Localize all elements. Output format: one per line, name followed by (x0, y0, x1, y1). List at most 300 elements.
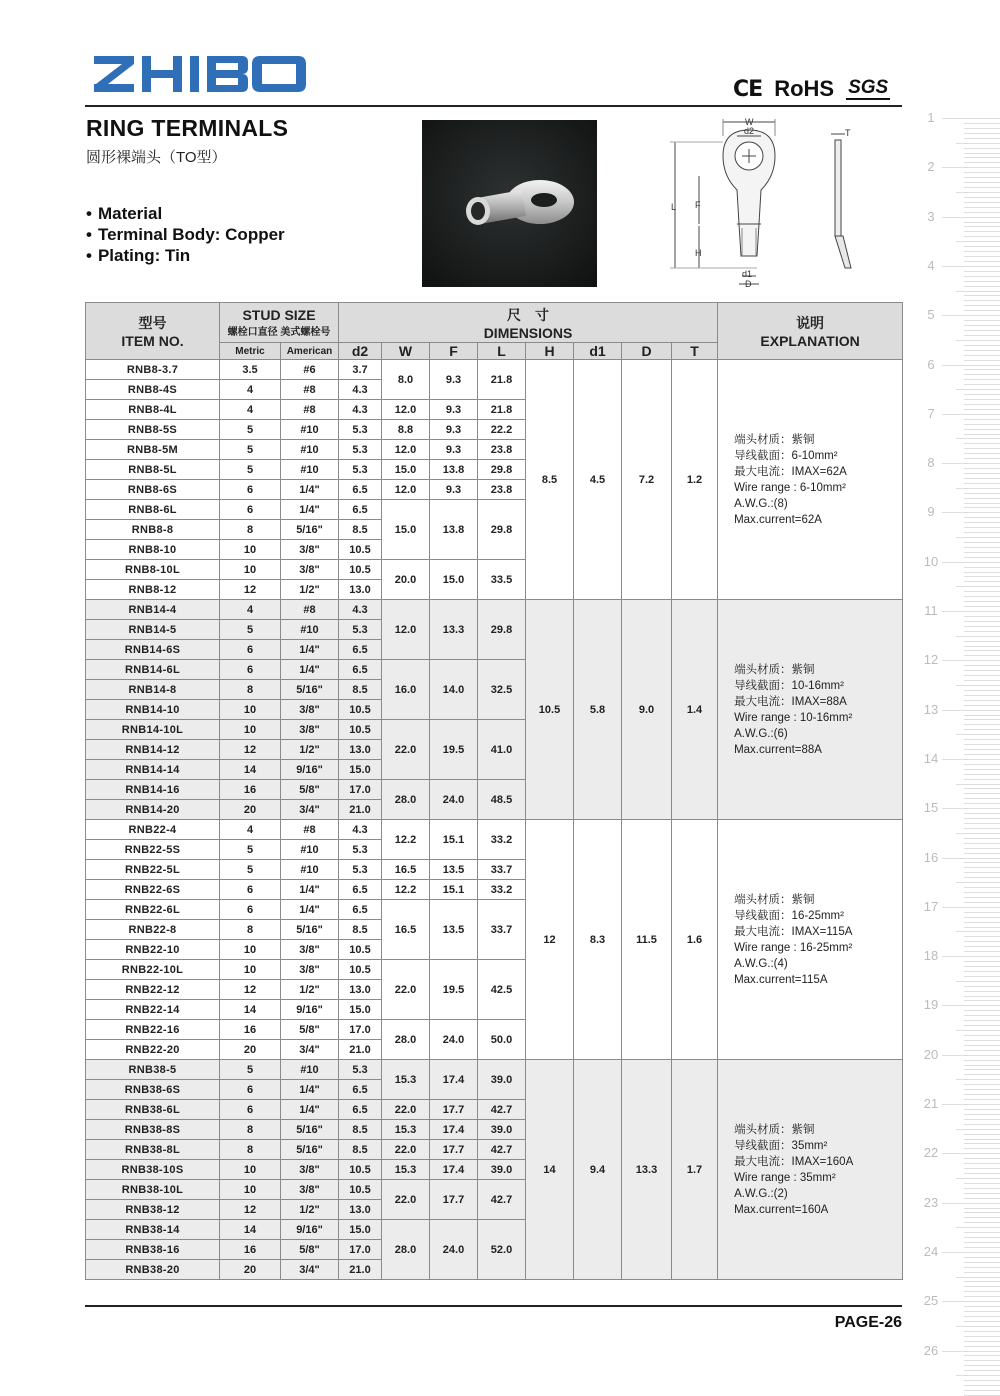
w-cell: 28.0 (382, 1020, 430, 1060)
ruler-tick (964, 567, 1000, 568)
ruler-tick (964, 473, 1000, 474)
ruler-tick (964, 295, 1000, 296)
ruler-tick (964, 754, 1000, 755)
item-no-header (86, 303, 220, 360)
w-cell: 15.3 (382, 1160, 430, 1180)
american-cell: #10 (281, 860, 339, 880)
explanation-line: 导线截面：10-16mm² (734, 679, 844, 692)
ruler-tick (964, 862, 1000, 863)
d-header: D (622, 343, 672, 360)
w-cell: 12.2 (382, 820, 430, 860)
table-header-row (86, 303, 903, 343)
item-no-cell: RNB14-8 (86, 680, 220, 700)
item-no-cell: RNB8-6L (86, 500, 220, 520)
ruler-tick (956, 882, 1000, 883)
stud-size-header-cn: 螺栓口直径 美式螺栓号 (227, 327, 331, 338)
american-cell: #8 (281, 600, 339, 620)
spec-item: • Material (86, 203, 285, 224)
explanation-cell (718, 600, 903, 820)
ruler-tick (964, 655, 1000, 656)
explanation-line: 端头材质：紫铜 (734, 893, 815, 906)
ruler-tick (956, 488, 1000, 489)
ruler-tick (964, 429, 1000, 430)
ruler-tick (964, 1286, 1000, 1287)
ruler-tick (964, 1000, 1000, 1001)
ruler-tick (964, 813, 1000, 814)
item-no-cell: RNB8-4S (86, 380, 220, 400)
w-cell: 15.3 (382, 1060, 430, 1100)
ruler-tick (964, 1139, 1000, 1140)
ruler-tick (964, 1296, 1000, 1297)
ruler-tick (964, 345, 1000, 346)
ruler-tick (964, 177, 1000, 178)
d-cell: 7.2 (622, 360, 672, 600)
ruler-tick (964, 675, 1000, 676)
f-cell: 9.3 (430, 480, 478, 500)
american-cell: #6 (281, 360, 339, 380)
dimensions-header-cn: 尺 寸 (507, 306, 550, 323)
dim-label-d2: d2 (744, 126, 755, 136)
item-no-cell: RNB8-12 (86, 580, 220, 600)
ruler-tick (956, 931, 1000, 932)
ruler-tick (964, 478, 1000, 479)
w-cell: 12.0 (382, 440, 430, 460)
dimensions-header (339, 303, 718, 343)
ruler-tick (964, 522, 1000, 523)
w-cell: 22.0 (382, 720, 430, 780)
ruler-tick (964, 532, 1000, 533)
ruler-tick (964, 434, 1000, 435)
ruler-tick (964, 1321, 1000, 1322)
ruler-number: 1 (927, 110, 935, 125)
ruler-tick (964, 552, 1000, 553)
explanation-cell (718, 820, 903, 1060)
ruler-tick (964, 1163, 1000, 1164)
ruler-tick (964, 902, 1000, 903)
item-no-cell: RNB8-5S (86, 420, 220, 440)
ruler-tick (964, 631, 1000, 632)
ruler-tick (964, 828, 1000, 829)
ruler-tick (942, 414, 1000, 415)
metric-cell: 10 (220, 700, 281, 720)
w-header: W (382, 343, 430, 360)
ruler-tick (964, 1124, 1000, 1125)
ruler-tick (964, 1114, 1000, 1115)
ruler-tick (964, 616, 1000, 617)
ruler-tick (964, 1040, 1000, 1041)
rohs-mark: RoHS (774, 76, 835, 101)
d2-cell: 21.0 (339, 1040, 382, 1060)
d2-cell: 4.3 (339, 820, 382, 840)
ruler-tick (956, 1326, 1000, 1327)
f-cell: 17.7 (430, 1100, 478, 1120)
ruler-tick (964, 1341, 1000, 1342)
metric-cell: 10 (220, 1160, 281, 1180)
ruler-tick (964, 1360, 1000, 1361)
ruler-number: 10 (923, 553, 939, 569)
american-cell: #8 (281, 820, 339, 840)
metric-cell: 6 (220, 660, 281, 680)
ruler-tick (956, 586, 1000, 587)
explanation-line: Wire range : 35mm² (734, 1171, 836, 1184)
ruler-tick (964, 941, 1000, 942)
ruler-tick (942, 512, 1000, 513)
w-cell: 28.0 (382, 780, 430, 820)
w-cell: 12.0 (382, 480, 430, 500)
d2-cell: 17.0 (339, 1240, 382, 1260)
f-cell: 15.1 (430, 820, 478, 860)
stud-size-header (220, 303, 339, 343)
ruler-tick (964, 404, 1000, 405)
ruler-tick (964, 843, 1000, 844)
metric-cell: 4 (220, 380, 281, 400)
ruler-tick (964, 749, 1000, 750)
ruler-tick (964, 922, 1000, 923)
american-cell: 3/8" (281, 960, 339, 980)
ruler-tick (964, 798, 1000, 799)
f-cell: 17.7 (430, 1180, 478, 1220)
l-cell: 23.8 (478, 480, 526, 500)
item-no-header-cn: 型号 (138, 315, 167, 331)
h-header: H (526, 343, 574, 360)
metric-cell: 6 (220, 880, 281, 900)
d2-cell: 3.7 (339, 360, 382, 380)
metric-cell: 10 (220, 1180, 281, 1200)
f-cell: 17.4 (430, 1060, 478, 1100)
item-no-cell: RNB8-3.7 (86, 360, 220, 380)
metric-cell: 20 (220, 1260, 281, 1280)
ruler-number: 17 (923, 898, 939, 914)
ruler-tick (956, 537, 1000, 538)
ruler-tick (964, 887, 1000, 888)
ruler-tick (964, 848, 1000, 849)
ruler-tick (964, 700, 1000, 701)
dim-label-h: H (695, 248, 702, 258)
l-cell: 42.7 (478, 1180, 526, 1220)
d2-cell: 21.0 (339, 800, 382, 820)
ruler-tick (964, 892, 1000, 893)
ruler-tick (964, 493, 1000, 494)
american-cell: 1/2" (281, 740, 339, 760)
ruler-tick (964, 1025, 1000, 1026)
ruler-tick (942, 562, 1000, 563)
d2-header: d2 (339, 343, 382, 360)
ruler-tick (964, 300, 1000, 301)
metric-cell: 8 (220, 680, 281, 700)
explanation-line: 最大电流：IMAX=88A (734, 695, 847, 708)
ruler-tick (964, 1257, 1000, 1258)
product-photo (422, 120, 597, 287)
h-cell: 14 (526, 1060, 574, 1280)
american-cell: 1/2" (281, 980, 339, 1000)
item-no-cell: RNB38-20 (86, 1260, 220, 1280)
d2-cell: 10.5 (339, 940, 382, 960)
d2-cell: 8.5 (339, 1120, 382, 1140)
d2-cell: 6.5 (339, 660, 382, 680)
l-header: L (478, 343, 526, 360)
ruler-tick (964, 1173, 1000, 1174)
ruler-tick (942, 660, 1000, 661)
ruler-tick (964, 157, 1000, 158)
ruler-tick (964, 1050, 1000, 1051)
ruler-tick (964, 670, 1000, 671)
ruler-tick (942, 1153, 1000, 1154)
l-cell: 42.5 (478, 960, 526, 1020)
d2-cell: 4.3 (339, 600, 382, 620)
l-cell: 29.8 (478, 500, 526, 560)
ruler-tick (964, 1084, 1000, 1085)
ruler-tick (964, 1306, 1000, 1307)
metric-cell: 20 (220, 1040, 281, 1060)
metric-cell: 5 (220, 860, 281, 880)
ruler-tick (964, 1094, 1000, 1095)
f-cell: 13.8 (430, 500, 478, 560)
l-cell: 52.0 (478, 1220, 526, 1280)
item-no-cell: RNB22-16 (86, 1020, 220, 1040)
ruler-number: 4 (927, 257, 935, 273)
american-cell: 3/8" (281, 540, 339, 560)
ruler-tick (964, 779, 1000, 780)
ruler-tick (964, 1346, 1000, 1347)
item-no-cell: RNB22-6S (86, 880, 220, 900)
ruler-tick (964, 803, 1000, 804)
l-cell: 33.2 (478, 880, 526, 900)
w-cell: 20.0 (382, 560, 430, 600)
ruler-number: 25 (923, 1293, 939, 1309)
l-cell: 21.8 (478, 360, 526, 400)
ruler-tick (964, 153, 1000, 154)
d2-cell: 5.3 (339, 620, 382, 640)
l-cell: 29.8 (478, 600, 526, 660)
metric-cell: 14 (220, 760, 281, 780)
d2-cell: 10.5 (339, 1180, 382, 1200)
ruler-number: 5 (927, 307, 935, 323)
d-cell: 11.5 (622, 820, 672, 1060)
ruler-tick (964, 646, 1000, 647)
ruler-tick (964, 621, 1000, 622)
ruler-number: 24 (923, 1243, 939, 1259)
d-cell: 9.0 (622, 600, 672, 820)
ruler-tick (964, 966, 1000, 967)
w-cell: 22.0 (382, 960, 430, 1020)
american-cell: #10 (281, 460, 339, 480)
ruler-tick (964, 335, 1000, 336)
ruler-tick (964, 838, 1000, 839)
ruler-tick (964, 207, 1000, 208)
d2-cell: 6.5 (339, 1080, 382, 1100)
american-cell: #10 (281, 440, 339, 460)
ruler-tick (964, 1331, 1000, 1332)
ruler-tick (964, 912, 1000, 913)
ruler-tick (964, 1232, 1000, 1233)
ruler-number: 13 (923, 701, 939, 717)
american-cell: 3/8" (281, 720, 339, 740)
f-cell: 14.0 (430, 660, 478, 720)
ruler-tick (956, 685, 1000, 686)
ruler-tick (942, 710, 1000, 711)
american-cell: 3/4" (281, 1040, 339, 1060)
material-specs (86, 203, 285, 266)
w-cell: 15.0 (382, 500, 430, 560)
d2-cell: 8.5 (339, 1140, 382, 1160)
metric-cell: 6 (220, 1100, 281, 1120)
ruler-tick (964, 424, 1000, 425)
h-cell: 8.5 (526, 360, 574, 600)
f-header: F (430, 343, 478, 360)
brand-logo (92, 50, 352, 98)
ruler-tick (964, 724, 1000, 725)
item-no-cell: RNB38-8L (86, 1140, 220, 1160)
item-no-cell: RNB38-12 (86, 1200, 220, 1220)
explanation-line: A.W.G.:(6) (734, 727, 788, 740)
ruler-tick (964, 360, 1000, 361)
dim-label-f: F (695, 200, 701, 210)
item-no-cell: RNB14-10L (86, 720, 220, 740)
f-cell: 24.0 (430, 1220, 478, 1280)
ruler-tick (964, 591, 1000, 592)
stud-size-header-en: STUD SIZE (242, 307, 316, 323)
ruler-tick (964, 517, 1000, 518)
explanation-cell (718, 1060, 903, 1280)
ruler-tick (956, 1178, 1000, 1179)
d2-cell: 13.0 (339, 980, 382, 1000)
f-cell: 9.3 (430, 400, 478, 420)
metric-cell: 16 (220, 1240, 281, 1260)
ruler-tick (964, 231, 1000, 232)
table-row (86, 600, 903, 620)
metric-cell: 6 (220, 1080, 281, 1100)
metric-cell: 20 (220, 800, 281, 820)
d2-cell: 6.5 (339, 640, 382, 660)
explanation-line: 导线截面：35mm² (734, 1139, 828, 1152)
w-cell: 16.5 (382, 900, 430, 960)
ruler-tick (964, 1183, 1000, 1184)
f-cell: 13.5 (430, 860, 478, 880)
f-cell: 17.4 (430, 1120, 478, 1140)
ruler-tick (942, 365, 1000, 366)
ruler-tick (956, 389, 1000, 390)
american-cell: 3/8" (281, 1180, 339, 1200)
ruler-tick (964, 729, 1000, 730)
h-cell: 12 (526, 820, 574, 1060)
d2-cell: 13.0 (339, 1200, 382, 1220)
l-cell: 39.0 (478, 1060, 526, 1100)
ruler-tick (964, 877, 1000, 878)
american-cell: 5/8" (281, 1240, 339, 1260)
american-cell: 1/4" (281, 1080, 339, 1100)
american-cell: 5/16" (281, 1140, 339, 1160)
metric-cell: 12 (220, 980, 281, 1000)
ruler-tick (964, 394, 1000, 395)
item-no-cell: RNB22-14 (86, 1000, 220, 1020)
header-divider (85, 105, 902, 107)
ruler-tick (964, 1045, 1000, 1046)
l-cell: 48.5 (478, 780, 526, 820)
metric-cell: 12 (220, 740, 281, 760)
d2-cell: 6.5 (339, 1100, 382, 1120)
metric-header: Metric (220, 343, 281, 360)
american-cell: 9/16" (281, 760, 339, 780)
d1-header: d1 (574, 343, 622, 360)
ruler-tick (964, 715, 1000, 716)
ruler-tick (942, 463, 1000, 464)
explanation-line: A.W.G.:(2) (734, 1187, 788, 1200)
ruler-number: 8 (927, 455, 935, 471)
metric-cell: 6 (220, 500, 281, 520)
item-no-cell: RNB22-10 (86, 940, 220, 960)
page-title: RING TERMINALS (86, 115, 289, 141)
ruler-tick (964, 1119, 1000, 1120)
ruler-tick (942, 1005, 1000, 1006)
ruler-tick (964, 305, 1000, 306)
item-no-cell: RNB22-6L (86, 900, 220, 920)
h-cell: 10.5 (526, 600, 574, 820)
l-cell: 32.5 (478, 660, 526, 720)
metric-cell: 4 (220, 820, 281, 840)
ruler-tick (964, 951, 1000, 952)
metric-cell: 5 (220, 420, 281, 440)
f-cell: 13.3 (430, 600, 478, 660)
item-no-cell: RNB38-8S (86, 1120, 220, 1140)
f-cell: 24.0 (430, 780, 478, 820)
american-cell: 1/4" (281, 640, 339, 660)
ruler-tick (964, 601, 1000, 602)
explanation-line: 端头材质：紫铜 (734, 663, 815, 676)
f-cell: 19.5 (430, 720, 478, 780)
item-no-header-en: ITEM NO. (121, 333, 184, 349)
t-cell: 1.4 (672, 600, 718, 820)
american-cell: 1/4" (281, 660, 339, 680)
ruler-tick (942, 1055, 1000, 1056)
ruler-tick (942, 1351, 1000, 1352)
ruler-tick (964, 226, 1000, 227)
d2-cell: 5.3 (339, 860, 382, 880)
ruler-tick (942, 217, 1000, 218)
ruler-tick (964, 823, 1000, 824)
metric-cell: 3.5 (220, 360, 281, 380)
metric-cell: 8 (220, 920, 281, 940)
ruler-tick (964, 1222, 1000, 1223)
explanation-line: 最大电流：IMAX=62A (734, 465, 847, 478)
ruler-number: 11 (924, 603, 938, 618)
ruler-tick (942, 956, 1000, 957)
item-no-cell: RNB22-8 (86, 920, 220, 940)
metric-cell: 6 (220, 900, 281, 920)
l-cell: 39.0 (478, 1120, 526, 1140)
d2-cell: 5.3 (339, 460, 382, 480)
explanation-line: Max.current=62A (734, 513, 822, 526)
t-cell: 1.2 (672, 360, 718, 600)
ruler-tick (956, 241, 1000, 242)
dim-label-t: T (845, 128, 851, 138)
d2-cell: 15.0 (339, 1000, 382, 1020)
ruler-number: 2 (927, 159, 935, 175)
d2-cell: 5.3 (339, 440, 382, 460)
ruler-tick (964, 202, 1000, 203)
explanation-line: Max.current=115A (734, 973, 828, 986)
d2-cell: 13.0 (339, 580, 382, 600)
american-cell: #10 (281, 840, 339, 860)
ruler-tick (964, 399, 1000, 400)
american-cell: 5/16" (281, 1120, 339, 1140)
ruler-tick (964, 256, 1000, 257)
f-cell: 13.8 (430, 460, 478, 480)
item-no-cell: RNB8-8 (86, 520, 220, 540)
ruler-tick (942, 858, 1000, 859)
spec-item: • Terminal Body: Copper (86, 224, 285, 245)
ruler-tick (964, 320, 1000, 321)
ruler-tick (964, 1020, 1000, 1021)
